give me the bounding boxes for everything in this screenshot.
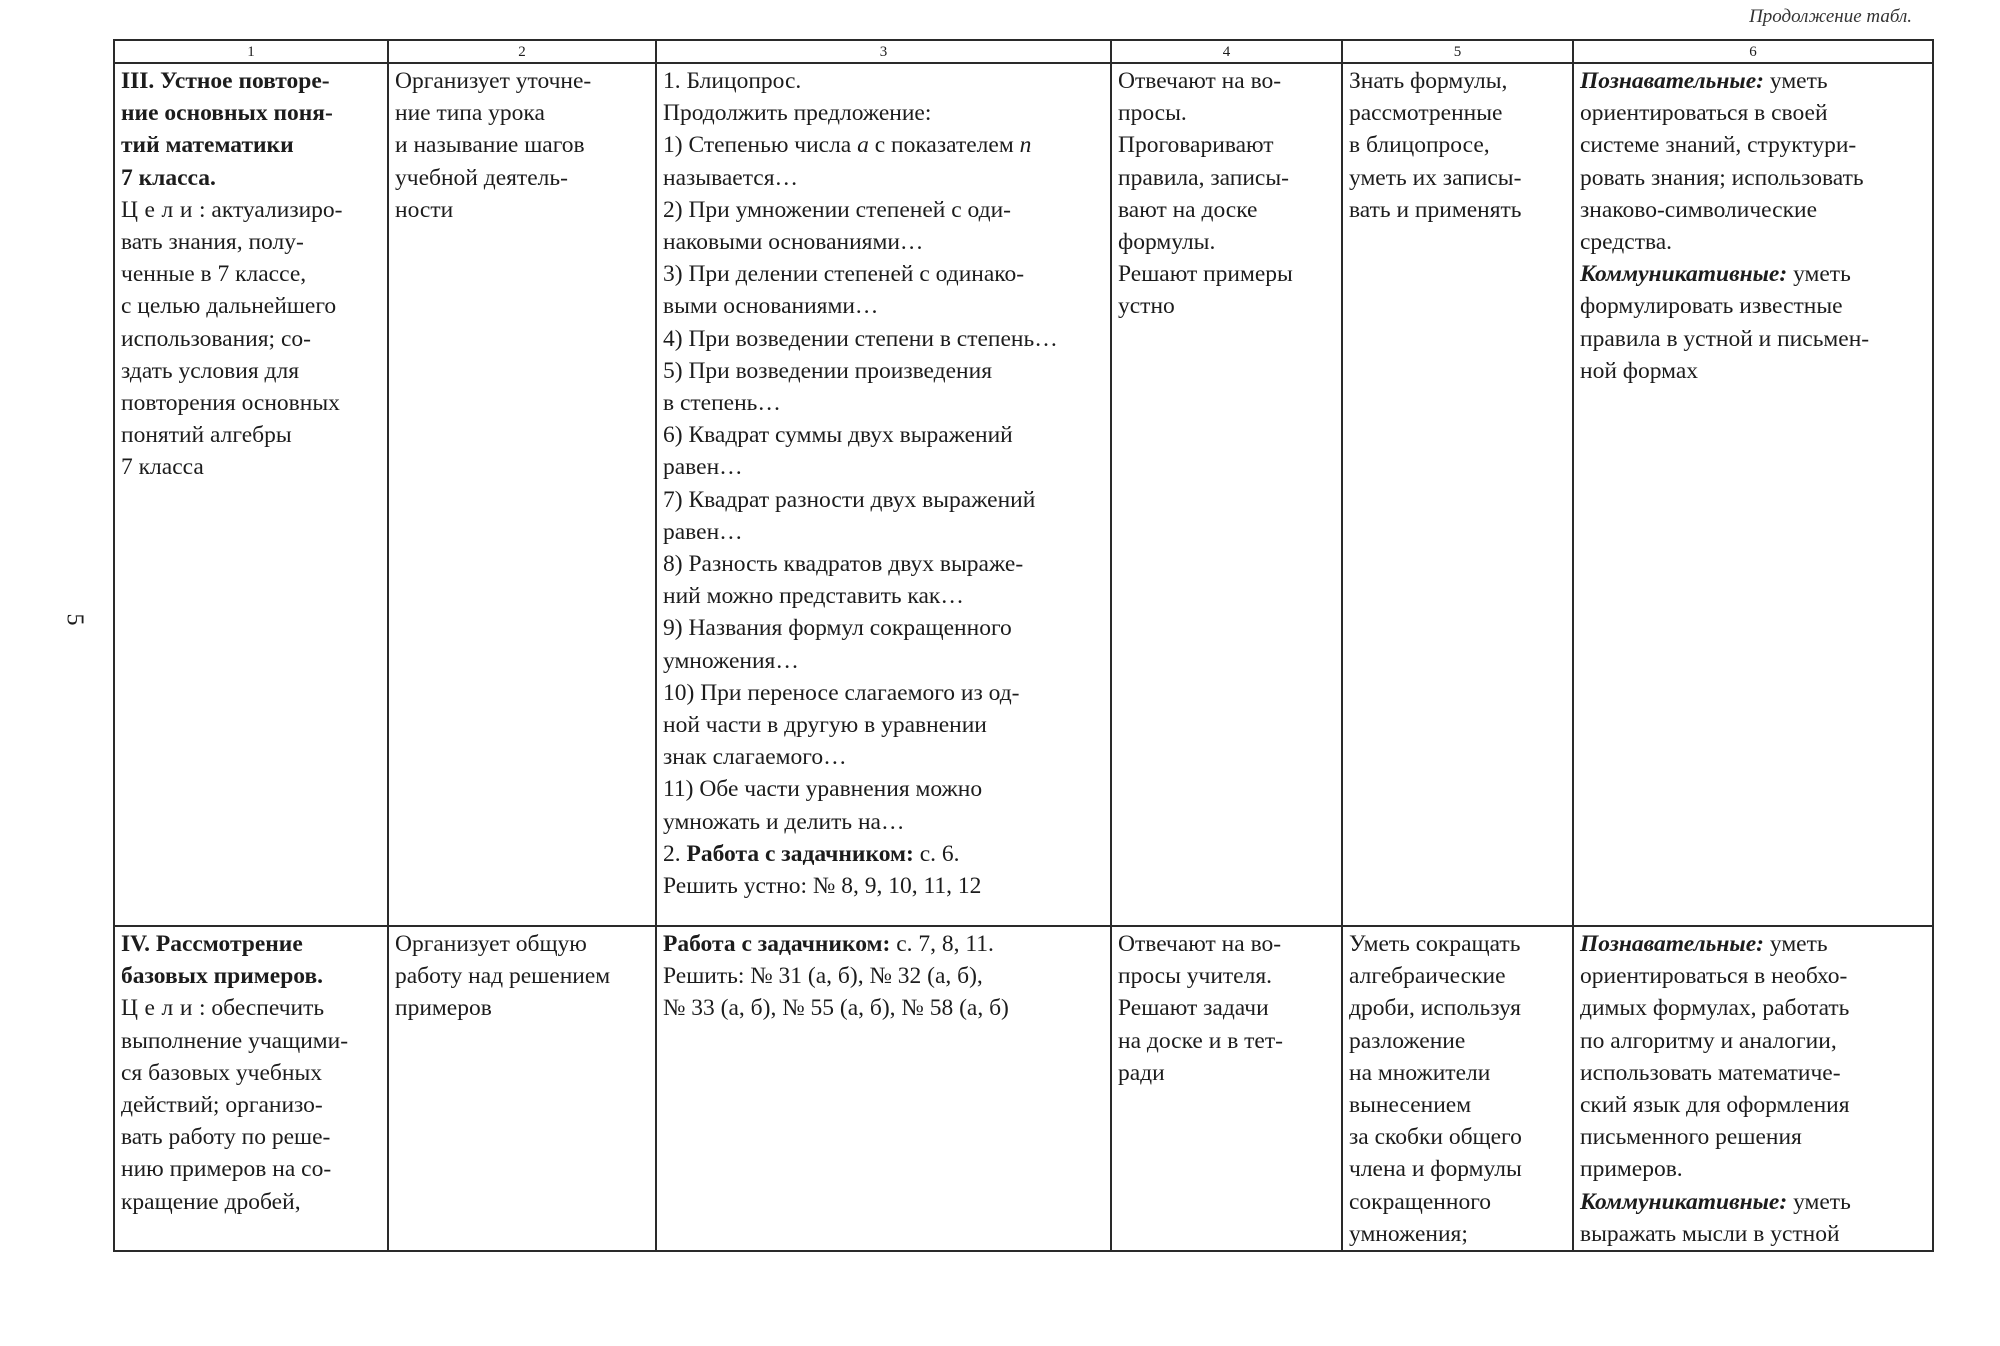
text-line: члена и формулы [1349, 1156, 1522, 1183]
text-line: использовать математиче- [1580, 1059, 1841, 1086]
table-row-stage-4 [114, 926, 1933, 1251]
text-line: на доске и в тет- [1118, 1027, 1283, 1054]
text-line: правила в устной и письмен- [1580, 325, 1870, 352]
text-line: ности [395, 196, 454, 223]
text-line: ние типа урока [395, 100, 545, 127]
goal-line: действий; организо- [121, 1092, 323, 1119]
text-line: умножать и делить на… [663, 808, 905, 835]
column-number: 4 [1111, 40, 1342, 63]
text-line: письменного решения [1580, 1124, 1802, 1151]
column-number: 5 [1342, 40, 1573, 63]
teacher-activity-cell [388, 63, 656, 926]
goal-line: здать условия для [121, 357, 300, 384]
table-row-stage-3 [114, 63, 1933, 926]
variable-n: n [1019, 132, 1032, 159]
uud-cell [1573, 63, 1933, 926]
text-line: примеров [395, 995, 492, 1022]
text-line: формулировать известные [1580, 293, 1843, 320]
text-line: умножения… [663, 647, 799, 674]
text-line: 9) Названия формул сокращенного [663, 615, 1012, 642]
goal-line: 7 класса [121, 454, 204, 481]
text-line: выражать мысли в устной [1580, 1220, 1840, 1247]
goal-line: повторения основных [121, 390, 340, 417]
text-line: димых формулах, работать [1580, 995, 1850, 1022]
subject-results-cell [1342, 926, 1573, 1251]
stage-title-line: тий математики [121, 132, 294, 159]
text-line: вынесением [1349, 1092, 1472, 1119]
text-line: уметь их записы- [1349, 164, 1522, 191]
goal-line: понятий алгебры [121, 422, 292, 449]
text-line: Проговаривают [1118, 132, 1274, 159]
stage-title-line: 7 класса. [121, 164, 216, 191]
goal-line: нию примеров на со- [121, 1156, 332, 1183]
text-line: учебной деятель- [395, 164, 568, 191]
text-line: Решают примеры [1118, 261, 1293, 288]
subject-results-cell [1342, 63, 1573, 926]
stage-title-line: III. Устное повторе- [121, 68, 330, 94]
text-line: Знать формулы, [1349, 68, 1508, 94]
text-line: 2) При умножении степеней с оди- [663, 196, 1011, 223]
stage-title-line: ние основных поня- [121, 100, 333, 127]
goal-line: ся базовых учебных [121, 1059, 322, 1086]
goal-line: выполнение учащими- [121, 1027, 349, 1054]
goal-label: Цели [121, 995, 200, 1022]
column-number: 6 [1573, 40, 1933, 63]
text-line: алгебраические [1349, 963, 1506, 990]
text-line: ский язык для оформления [1580, 1092, 1850, 1119]
stage-title-line: базовых примеров. [121, 963, 324, 990]
table-continuation-caption: Продолжение табл. [1749, 6, 1912, 27]
student-activity-cell [1111, 63, 1342, 926]
goal-line: кращение дробей, [121, 1188, 301, 1215]
column-number: 3 [656, 40, 1111, 63]
goal-line: использования; со- [121, 325, 311, 352]
text-line: Решают задачи [1118, 995, 1269, 1022]
variable-a: a [857, 132, 869, 159]
stage-cell [114, 63, 388, 926]
text-line: и называние шагов [395, 132, 585, 159]
text-line: умножения; [1349, 1220, 1468, 1247]
text-line: устно [1118, 293, 1175, 320]
question-line: 1) Степенью числа a с показателем n [663, 132, 1032, 159]
text-line: Коммуникативные: уметь [1580, 261, 1851, 288]
text-line: Познавательные: уметь [1580, 68, 1828, 94]
text-line: Продолжить предложение: [663, 100, 932, 127]
text-line: в блицопросе, [1349, 132, 1490, 159]
text-line: вают на доске [1118, 196, 1258, 223]
text-line: ной части в другую в уравнении [663, 712, 987, 739]
text-line: 4) При возведении степени в степень… [663, 325, 1058, 352]
text-line: 10) При переносе слагаемого из од- [663, 679, 1020, 706]
goal-line: ченные в 7 классе, [121, 261, 307, 288]
column-number: 2 [388, 40, 656, 63]
text-line: Отвечают на во- [1118, 68, 1282, 94]
uud-cell [1573, 926, 1933, 1251]
text-line: примеров. [1580, 1156, 1683, 1183]
text-line: просы учителя. [1118, 963, 1273, 990]
text-line: вать и применять [1349, 196, 1522, 223]
text-line: 1. Блицопрос. [663, 68, 802, 94]
content-cell [656, 926, 1111, 1251]
goal-line: Цели: обеспечить [121, 995, 325, 1022]
text-line: разложение [1349, 1027, 1466, 1054]
text-line: Уметь сокращать [1349, 931, 1521, 957]
text-line: Коммуникативные: уметь [1580, 1188, 1851, 1215]
goal-line: Цели: актуализиро- [121, 196, 343, 223]
text-line: называется… [663, 164, 799, 191]
uud-label: Познавательные: [1580, 931, 1764, 957]
student-activity-cell [1111, 926, 1342, 1251]
text-line: равен… [663, 518, 743, 545]
goal-line: вать работу по реше- [121, 1124, 331, 1151]
text-line: знак слагаемого… [663, 744, 847, 771]
text-line: ной формах [1580, 357, 1699, 384]
text-line: Организует общую [395, 931, 587, 957]
text-line: на множители [1349, 1059, 1491, 1086]
teacher-activity-cell [388, 926, 656, 1251]
text-line: ний можно представить как… [663, 583, 964, 610]
text-line: 11) Обе части уравнения можно [663, 776, 983, 803]
text-line: Решить устно: № 8, 9, 10, 11, 12 [663, 873, 982, 900]
text-line: ориентироваться в своей [1580, 100, 1828, 127]
text-line: 7) Квадрат разности двух выражений [663, 486, 1036, 513]
text-line: 6) Квадрат суммы двух выражений [663, 422, 1013, 449]
text-line: выми основаниями… [663, 293, 879, 320]
stage-cell [114, 926, 388, 1251]
text-line: Решить: № 31 (а, б), № 32 (а, б), [663, 963, 983, 990]
lesson-plan-table [113, 39, 1934, 1252]
text-line: рассмотренные [1349, 100, 1503, 127]
text-line: ориентироваться в необхо- [1580, 963, 1848, 990]
text-line: Организует уточне- [395, 68, 592, 94]
text-line: формулы. [1118, 229, 1216, 256]
text-line: 8) Разность квадратов двух выраже- [663, 551, 1024, 578]
text-line: в степень… [663, 390, 781, 417]
text-line: ровать знания; использовать [1580, 164, 1864, 191]
text-line: работу над решением [395, 963, 611, 990]
text-line: 3) При делении степеней с одинако- [663, 261, 1025, 288]
text-line: сокращенного [1349, 1188, 1492, 1215]
task-line: 2. Работа с задачником: с. 6. [663, 840, 960, 867]
text-line: 5) При возведении произведения [663, 357, 993, 384]
text-line: знаково-символические [1580, 196, 1818, 223]
goal-line: с целью дальнейшего [121, 293, 337, 320]
text-line: ради [1118, 1059, 1165, 1086]
text-line: за скобки общего [1349, 1124, 1522, 1151]
text-line: правила, записы- [1118, 164, 1289, 191]
text-line: Отвечают на во- [1118, 931, 1282, 957]
text-line: просы. [1118, 100, 1187, 127]
stage-title-line: IV. Рассмотрение [121, 931, 303, 957]
text-line: средства. [1580, 229, 1673, 256]
uud-label: Коммуникативные: [1580, 261, 1788, 288]
text-line: системе знаний, структури- [1580, 132, 1857, 159]
text-line: Познавательные: уметь [1580, 931, 1828, 957]
text-line: дроби, используя [1349, 995, 1521, 1022]
content-cell [656, 63, 1111, 926]
text-line: равен… [663, 454, 743, 481]
column-number: 1 [114, 40, 388, 63]
text-line: по алгоритму и аналогии, [1580, 1027, 1837, 1054]
text-line: № 33 (а, б), № 55 (а, б), № 58 (а, б) [663, 995, 1009, 1022]
column-number-row [114, 40, 1933, 63]
uud-label: Познавательные: [1580, 68, 1764, 94]
task-line: Работа с задачником: с. 7, 8, 11. [663, 931, 994, 957]
goal-line: вать знания, полу- [121, 229, 304, 256]
text-line: наковыми основаниями… [663, 229, 924, 256]
uud-label: Коммуникативные: [1580, 1188, 1788, 1215]
page-number: 5 [61, 613, 88, 626]
goal-label: Цели [121, 196, 200, 223]
